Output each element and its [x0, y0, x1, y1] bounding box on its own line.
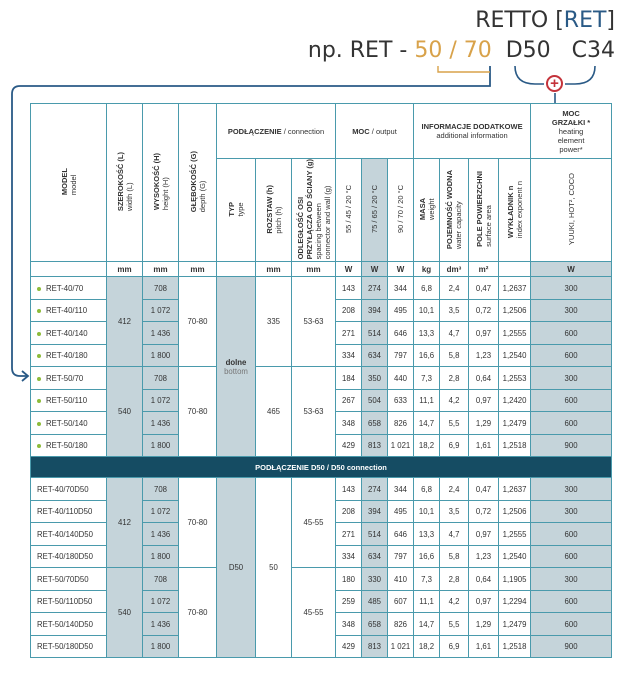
table-row	[31, 277, 612, 300]
height-cell: 1 800	[143, 545, 179, 568]
unit: mm	[179, 262, 217, 277]
power-75-cell: 813	[362, 635, 388, 658]
water-cell: 4,2	[440, 590, 469, 613]
heater-cell: 300	[531, 478, 612, 501]
heater-cell: 300	[531, 568, 612, 591]
height-cell: 708	[143, 568, 179, 591]
water-cell: 4,2	[440, 389, 469, 412]
col-mass: MASA weight	[414, 159, 440, 262]
model-name: RET-50/140D50	[37, 619, 93, 629]
mass-cell: 16,6	[414, 344, 440, 367]
model-name: RET-50/180	[46, 441, 88, 451]
surface-cell: 0,64	[469, 568, 499, 591]
mass-cell: 6,8	[414, 478, 440, 501]
height-cell: 708	[143, 478, 179, 501]
unit: W	[336, 262, 362, 277]
water-cell: 4,7	[440, 322, 469, 345]
pitch-cell: 465	[256, 367, 292, 457]
power-55-cell: 180	[336, 568, 362, 591]
example-prefix: np. RET -	[307, 38, 415, 63]
mass-cell: 7,3	[414, 367, 440, 390]
water-cell: 3,5	[440, 299, 469, 322]
width-cell: 540	[107, 568, 143, 658]
units-row	[31, 262, 612, 277]
power-55-cell: 143	[336, 478, 362, 501]
exponent-cell: 1,2555	[499, 523, 531, 546]
model-cell	[31, 635, 107, 658]
exponent-cell: 1,2540	[499, 344, 531, 367]
power-75-cell: 394	[362, 299, 388, 322]
surface-cell: 1,29	[469, 613, 499, 636]
water-cell: 4,7	[440, 523, 469, 546]
surface-cell: 0,47	[469, 277, 499, 300]
model-name: RET-50/70	[46, 373, 84, 383]
mass-cell: 10,1	[414, 500, 440, 523]
power-55-cell: 208	[336, 500, 362, 523]
model-cell	[31, 478, 107, 501]
col-exponent: WYKŁADNIK n index exponent n	[499, 159, 531, 262]
exponent-cell: 1,2555	[499, 322, 531, 345]
heater-cell: 600	[531, 322, 612, 345]
power-90-cell: 826	[388, 613, 414, 636]
col-p1: 55 / 45 / 20 °C	[336, 159, 362, 262]
wall-cell: 45-55	[292, 568, 336, 658]
water-cell: 2,8	[440, 568, 469, 591]
bullet-icon	[37, 309, 41, 313]
power-90-cell: 495	[388, 500, 414, 523]
model-name: RET-40/70D50	[37, 484, 89, 494]
col-pitch: ROZSTAW (h) pitch (h)	[256, 159, 292, 262]
heater-cell: 600	[531, 344, 612, 367]
unit: W	[531, 262, 612, 277]
surface-cell: 1,23	[469, 344, 499, 367]
power-90-cell: 440	[388, 367, 414, 390]
model-cell	[31, 277, 107, 300]
unit: m²	[469, 262, 499, 277]
table-row	[31, 367, 612, 390]
model-name: RET-40/140	[46, 328, 88, 338]
power-90-cell: 1 021	[388, 635, 414, 658]
unit: mm	[256, 262, 292, 277]
power-55-cell: 334	[336, 545, 362, 568]
power-90-cell: 826	[388, 412, 414, 435]
model-name: RET-40/180D50	[37, 552, 93, 562]
group-power: MOC / output	[336, 104, 414, 159]
exponent-cell: 1,2540	[499, 545, 531, 568]
power-90-cell: 633	[388, 389, 414, 412]
surface-cell: 0,97	[469, 322, 499, 345]
height-cell: 1 800	[143, 434, 179, 457]
wall-cell: 45-55	[292, 478, 336, 568]
height-cell: 1 072	[143, 389, 179, 412]
bullet-icon	[37, 377, 41, 381]
title-prefix: RETTO [	[475, 8, 564, 33]
unit: W	[362, 262, 388, 277]
model-name: RET-40/110D50	[37, 507, 93, 517]
model-name: RET-40/140D50	[37, 529, 93, 539]
pitch-cell: 335	[256, 277, 292, 367]
model-cell	[31, 389, 107, 412]
power-55-cell: 271	[336, 523, 362, 546]
pitch-cell: 50	[256, 478, 292, 658]
depth-cell: 70-80	[179, 478, 217, 568]
power-55-cell: 184	[336, 367, 362, 390]
height-cell: 1 800	[143, 344, 179, 367]
power-55-cell: 429	[336, 434, 362, 457]
heater-cell: 600	[531, 590, 612, 613]
col-type: TYP type	[217, 159, 256, 262]
exponent-cell: 1,1905	[499, 568, 531, 591]
model-cell	[31, 523, 107, 546]
mass-cell: 10,1	[414, 299, 440, 322]
power-75-cell: 485	[362, 590, 388, 613]
mass-cell: 6,8	[414, 277, 440, 300]
water-cell: 3,5	[440, 500, 469, 523]
col-p3: 90 / 70 / 20 °C	[388, 159, 414, 262]
power-75-cell: 274	[362, 478, 388, 501]
power-90-cell: 797	[388, 545, 414, 568]
model-cell	[31, 545, 107, 568]
model-cell	[31, 590, 107, 613]
wall-cell: 53-63	[292, 277, 336, 367]
table-row	[31, 478, 612, 501]
spec-table	[30, 103, 612, 658]
power-75-cell: 330	[362, 568, 388, 591]
heater-cell: 600	[531, 412, 612, 435]
model-name: RET-40/180	[46, 351, 88, 361]
title-code: RET	[563, 8, 607, 33]
c34-bracket	[565, 66, 595, 84]
width-cell: 540	[107, 367, 143, 457]
heater-cell: 300	[531, 277, 612, 300]
title-suffix: ]	[606, 8, 615, 33]
power-90-cell: 495	[388, 299, 414, 322]
mass-cell: 18,2	[414, 635, 440, 658]
depth-cell: 70-80	[179, 367, 217, 457]
mass-cell: 14,7	[414, 412, 440, 435]
col-p2: 75 / 65 / 20 °C	[362, 159, 388, 262]
exponent-cell: 1,2553	[499, 367, 531, 390]
heater-cell: 300	[531, 367, 612, 390]
section-d50-header: PODŁĄCZENIE D50 / D50 connection	[31, 457, 612, 478]
power-55-cell: 271	[336, 322, 362, 345]
height-cell: 1 436	[143, 412, 179, 435]
model-cell	[31, 412, 107, 435]
height-cell: 1 072	[143, 299, 179, 322]
unit: kg	[414, 262, 440, 277]
power-55-cell: 429	[336, 635, 362, 658]
water-cell: 6,9	[440, 434, 469, 457]
exponent-cell: 1,2637	[499, 277, 531, 300]
type-en: bottom	[224, 366, 248, 376]
height-cell: 1 436	[143, 322, 179, 345]
mass-cell: 11,1	[414, 590, 440, 613]
power-90-cell: 344	[388, 478, 414, 501]
power-75-cell: 394	[362, 500, 388, 523]
type-cell: D50	[217, 478, 256, 658]
col-heater-types: YUUKI, HOT², COCO	[531, 159, 612, 262]
heater-cell: 600	[531, 545, 612, 568]
col-height: WYSOKOŚĆ (H) height (H)	[143, 104, 179, 262]
unit: dm³	[440, 262, 469, 277]
exponent-cell: 1,2518	[499, 635, 531, 658]
surface-cell: 0,72	[469, 500, 499, 523]
exponent-cell: 1,2637	[499, 478, 531, 501]
exponent-cell: 1,2479	[499, 412, 531, 435]
power-55-cell: 348	[336, 613, 362, 636]
type-cell	[217, 277, 256, 457]
height-cell: 1 072	[143, 590, 179, 613]
model-cell	[31, 568, 107, 591]
col-depth: GŁĘBOKOŚĆ (G) depth (G)	[179, 104, 217, 262]
unit: mm	[292, 262, 336, 277]
depth-cell: 70-80	[179, 277, 217, 367]
power-75-cell: 274	[362, 277, 388, 300]
model-cell	[31, 299, 107, 322]
mass-cell: 13,3	[414, 322, 440, 345]
power-90-cell: 410	[388, 568, 414, 591]
model-name: RET-40/70	[46, 283, 84, 293]
water-cell: 5,5	[440, 412, 469, 435]
power-55-cell: 259	[336, 590, 362, 613]
heater-cell: 600	[531, 613, 612, 636]
power-90-cell: 646	[388, 523, 414, 546]
col-surface: POLE POWIERZCHNI surface area	[469, 159, 499, 262]
surface-cell: 0,72	[469, 299, 499, 322]
d50-bracket	[515, 66, 544, 84]
power-55-cell: 348	[336, 412, 362, 435]
surface-cell: 0,97	[469, 389, 499, 412]
height-cell: 1 072	[143, 500, 179, 523]
table-row	[31, 568, 612, 591]
power-90-cell: 797	[388, 344, 414, 367]
power-90-cell: 646	[388, 322, 414, 345]
model-cell	[31, 322, 107, 345]
unit: mm	[143, 262, 179, 277]
bullet-icon	[37, 444, 41, 448]
water-cell: 2,4	[440, 277, 469, 300]
example-power: C34	[571, 38, 615, 63]
surface-cell: 0,97	[469, 590, 499, 613]
water-cell: 5,8	[440, 545, 469, 568]
power-55-cell: 208	[336, 299, 362, 322]
width-cell: 412	[107, 478, 143, 568]
water-cell: 5,5	[440, 613, 469, 636]
exponent-cell: 1,2518	[499, 434, 531, 457]
surface-cell: 1,61	[469, 434, 499, 457]
water-cell: 2,4	[440, 478, 469, 501]
heater-cell: 300	[531, 500, 612, 523]
bullet-icon	[37, 287, 41, 291]
mass-cell: 14,7	[414, 613, 440, 636]
power-75-cell: 350	[362, 367, 388, 390]
col-water: POJEMNOŚĆ WODNA water capacity	[440, 159, 469, 262]
height-cell: 1 800	[143, 635, 179, 658]
power-75-cell: 514	[362, 322, 388, 345]
col-model: MODEL model	[31, 104, 107, 262]
model-name: RET-50/140	[46, 418, 88, 428]
surface-cell: 0,97	[469, 523, 499, 546]
power-75-cell: 514	[362, 523, 388, 546]
plus-icon: +	[546, 75, 563, 92]
model-cell	[31, 500, 107, 523]
depth-cell: 70-80	[179, 568, 217, 658]
mass-cell: 11,1	[414, 389, 440, 412]
surface-cell: 1,23	[469, 545, 499, 568]
power-55-cell: 334	[336, 344, 362, 367]
unit: mm	[107, 262, 143, 277]
example-connection: D50	[505, 38, 551, 63]
example-size: 50 / 70	[414, 38, 492, 63]
power-75-cell: 658	[362, 412, 388, 435]
height-cell: 708	[143, 277, 179, 300]
power-55-cell: 267	[336, 389, 362, 412]
model-name: RET-50/180D50	[37, 642, 93, 652]
exponent-cell: 1,2506	[499, 299, 531, 322]
model-name: RET-50/110D50	[37, 597, 93, 607]
model-name: RET-50/70D50	[37, 574, 89, 584]
mass-cell: 16,6	[414, 545, 440, 568]
unit: W	[388, 262, 414, 277]
model-cell	[31, 367, 107, 390]
exponent-cell: 1,2294	[499, 590, 531, 613]
water-cell: 6,9	[440, 635, 469, 658]
type-pl: dolne	[225, 357, 247, 367]
water-cell: 5,8	[440, 344, 469, 367]
surface-cell: 1,29	[469, 412, 499, 435]
height-cell: 1 436	[143, 613, 179, 636]
mass-cell: 13,3	[414, 523, 440, 546]
group-info: INFORMACJE DODATKOWE additional information	[414, 104, 531, 159]
heater-cell: 600	[531, 389, 612, 412]
col-width: SZEROKOŚĆ (L) width (L)	[107, 104, 143, 262]
mass-cell: 7,3	[414, 568, 440, 591]
exponent-cell: 1,2479	[499, 613, 531, 636]
group-connection: PODŁĄCZENIE / connection	[217, 104, 336, 159]
surface-cell: 0,47	[469, 478, 499, 501]
surface-cell: 1,61	[469, 635, 499, 658]
power-55-cell: 143	[336, 277, 362, 300]
surface-cell: 0,64	[469, 367, 499, 390]
bullet-icon	[37, 399, 41, 403]
model-cell	[31, 434, 107, 457]
power-75-cell: 658	[362, 613, 388, 636]
water-cell: 2,8	[440, 367, 469, 390]
wall-cell: 53-63	[292, 367, 336, 457]
height-cell: 708	[143, 367, 179, 390]
heater-cell: 600	[531, 523, 612, 546]
height-cell: 1 436	[143, 523, 179, 546]
model-cell	[31, 344, 107, 367]
power-90-cell: 1 021	[388, 434, 414, 457]
col-wall: ODLEGŁOŚĆ OSI PRZYŁĄCZA OD ŚCIANY (g) spacing between connector and wall (g)	[292, 159, 336, 262]
power-75-cell: 634	[362, 545, 388, 568]
bullet-icon	[37, 354, 41, 358]
heater-cell: 900	[531, 434, 612, 457]
model-cell	[31, 613, 107, 636]
heater-cell: 300	[531, 299, 612, 322]
size-bracket	[438, 66, 490, 72]
power-75-cell: 504	[362, 389, 388, 412]
width-cell: 412	[107, 277, 143, 367]
bullet-icon	[37, 332, 41, 336]
bullet-icon	[37, 422, 41, 426]
exponent-cell: 1,2506	[499, 500, 531, 523]
heater-cell: 900	[531, 635, 612, 658]
model-name: RET-50/110	[46, 396, 88, 406]
power-90-cell: 607	[388, 590, 414, 613]
model-name: RET-40/110	[46, 306, 88, 316]
power-75-cell: 634	[362, 344, 388, 367]
power-90-cell: 344	[388, 277, 414, 300]
exponent-cell: 1,2420	[499, 389, 531, 412]
power-75-cell: 813	[362, 434, 388, 457]
mass-cell: 18,2	[414, 434, 440, 457]
group-heater: MOC GRZAŁKI * heating element power*	[531, 104, 612, 159]
